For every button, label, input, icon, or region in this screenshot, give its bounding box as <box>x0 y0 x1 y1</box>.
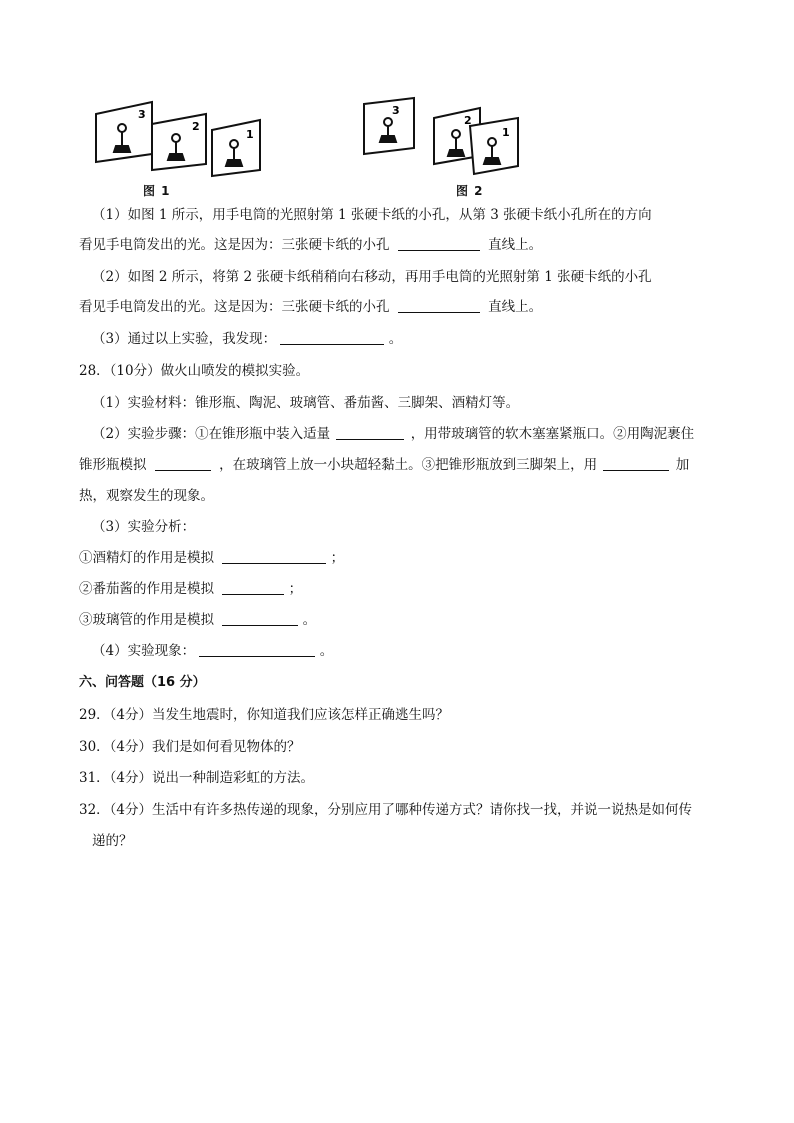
q31: 31．（4分）说出一种制造彩虹的方法。 <box>79 770 315 786</box>
q28-steps-text2: ，用带玻璃管的软木塞塞紧瓶口。②用陶泥裹住 <box>410 426 695 442</box>
figure-2-image <box>360 96 540 178</box>
q28-steps-blank1[interactable] <box>336 425 404 440</box>
q28-steps-line1 <box>92 425 694 443</box>
q28-steps-text1: （2）实验步骤：①在锥形瓶中装入适量 <box>92 426 331 442</box>
q28-analysis-3-text: ③玻璃管的作用是模拟 <box>79 612 214 628</box>
section6-heading: 六、问答题（16 分） <box>79 675 206 690</box>
q28-steps-line2 <box>79 456 689 474</box>
q28-analysis-3-suffix: 。 <box>302 612 317 628</box>
q28-steps-line3: 热，观察发生的现象。 <box>79 488 214 504</box>
figure-2-caption: 图 2 <box>456 184 484 198</box>
q30: 30．（4分）我们是如何看见物体的？ <box>79 739 301 755</box>
card-number-3: 3 <box>392 104 400 117</box>
q27-part3-blank[interactable] <box>280 330 384 345</box>
q28-phenomenon-blank[interactable] <box>199 642 315 657</box>
q28-steps-text3: 锥形瓶模拟 <box>79 457 147 473</box>
q27-part2-suffix: 直线上。 <box>488 299 543 315</box>
q27-part3-text: （3）通过以上实验，我发现： <box>92 331 277 347</box>
q28-steps-blank3[interactable] <box>603 456 669 471</box>
q28-analysis-2-text: ②番茄酱的作用是模拟 <box>79 581 214 597</box>
q28-title: 28．（10分）做火山喷发的模拟实验。 <box>79 363 310 379</box>
q28-steps-blank2[interactable] <box>155 456 211 471</box>
q27-part2-text: 看见手电筒发出的光。这是因为：三张硬卡纸的小孔 <box>79 299 390 315</box>
q28-analysis-2-suffix: ； <box>288 581 303 597</box>
card-number-2: 2 <box>464 114 472 127</box>
q27-part3-suffix: 。 <box>388 331 403 347</box>
q32-line1: 32．（4分）生活中有许多热传递的现象，分别应用了哪种传递方式？请你找一找，并说一说热是如何传 <box>79 802 693 818</box>
q28-phenomenon-suffix: 。 <box>319 643 334 659</box>
q27-part1-line2 <box>79 236 542 254</box>
q29: 29．（4分）当发生地震时，你知道我们应该怎样正确逃生吗？ <box>79 707 450 723</box>
q28-steps-text4: ，在玻璃管上放一小块超轻黏土。③把锥形瓶放到三脚架上，用 <box>219 457 598 473</box>
figure-1-image <box>88 96 268 178</box>
figure-1-caption: 图 1 <box>143 184 171 198</box>
figures-area <box>88 96 548 200</box>
q32-line2: 递的？ <box>92 833 133 849</box>
q28-analysis-1-text: ①酒精灯的作用是模拟 <box>79 550 214 566</box>
q27-part2-blank[interactable] <box>398 298 480 313</box>
q28-phenomenon <box>92 642 333 660</box>
card-number-1: 1 <box>502 126 510 139</box>
card-number-2: 2 <box>192 120 200 133</box>
q27-part1-text: 看见手电筒发出的光。这是因为：三张硬卡纸的小孔 <box>79 237 390 253</box>
q27-part2-line2 <box>79 298 542 316</box>
q27-part1-suffix: 直线上。 <box>488 237 543 253</box>
q28-analysis-1 <box>79 549 344 567</box>
q28-analysis-1-blank[interactable] <box>222 549 326 564</box>
q28-analysis-2-blank[interactable] <box>222 580 284 595</box>
q28-materials: （1）实验材料：锥形瓶、陶泥、玻璃管、番茄酱、三脚架、酒精灯等。 <box>92 395 520 411</box>
card-number-3: 3 <box>138 108 146 121</box>
card-number-1: 1 <box>246 128 254 141</box>
q28-analysis-3-blank[interactable] <box>222 611 298 626</box>
q28-analysis-1-suffix: ； <box>330 550 345 566</box>
q27-part3 <box>92 330 402 348</box>
q27-part2-line1: （2）如图 2 所示，将第 2 张硬卡纸稍稍向右移动，再用手电筒的光照射第 1 张硬卡纸的小孔 <box>92 269 652 285</box>
q28-analysis-heading: （3）实验分析： <box>92 519 196 535</box>
q27-part1-line1: （1）如图 1 所示，用手电筒的光照射第 1 张硬卡纸的小孔，从第 3 张硬卡纸小孔所在的方向 <box>92 207 652 223</box>
q28-analysis-3 <box>79 611 316 629</box>
q28-phenomenon-text: （4）实验现象： <box>92 643 196 659</box>
q27-part1-blank[interactable] <box>398 236 480 251</box>
q28-steps-text5: 加 <box>675 457 690 473</box>
q28-analysis-2 <box>79 580 302 598</box>
